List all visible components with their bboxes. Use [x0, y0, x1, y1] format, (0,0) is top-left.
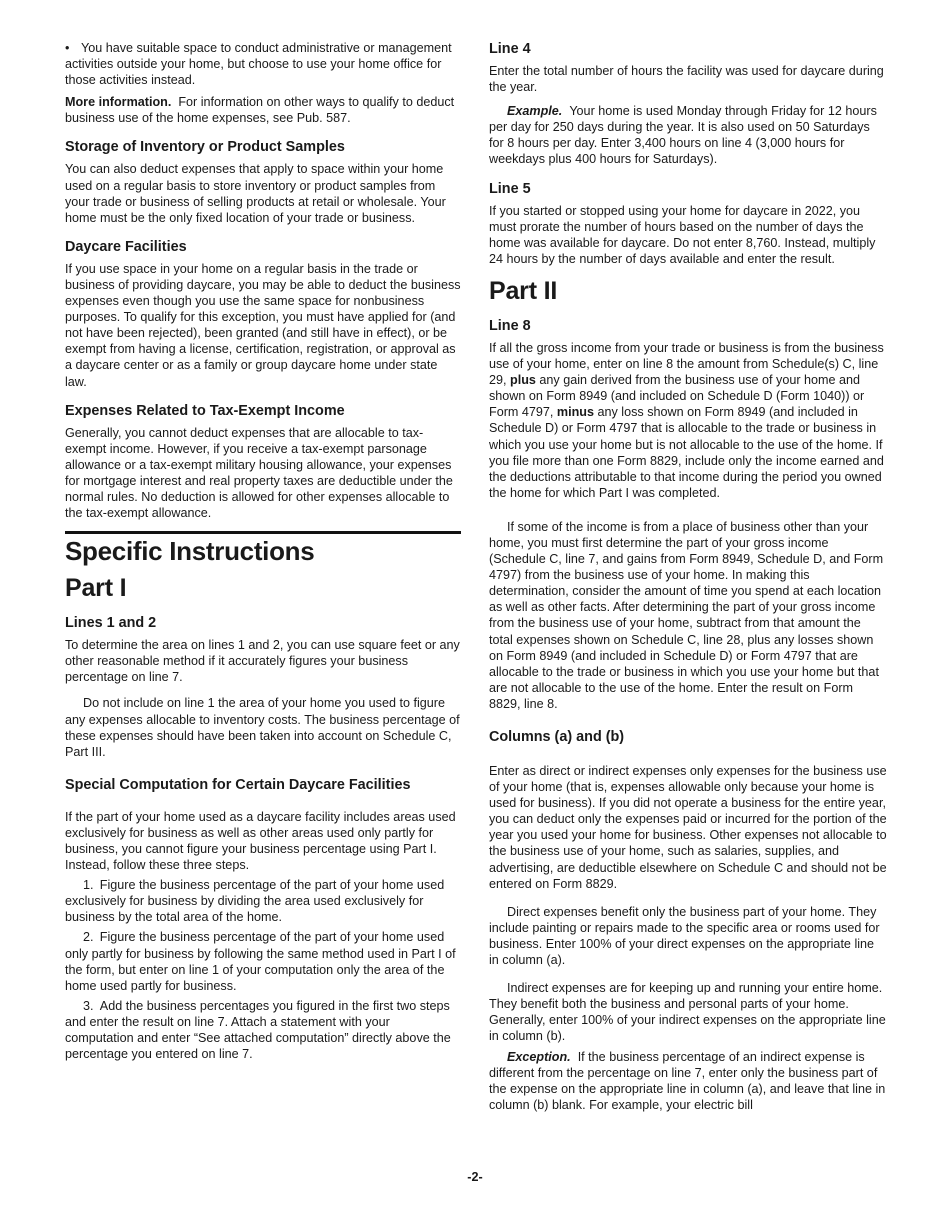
line5-heading: Line 5: [489, 180, 531, 197]
bullet-paragraph: • You have suitable space to conduct administrative or management activities outside your home, but choose to use your home office for those activities instead.: [65, 41, 452, 88]
example-label: Example.: [507, 104, 563, 119]
page-number: -2-: [467, 1170, 483, 1184]
step-1: 1. Figure the business percentage of the part of your home used exclusively for business by dividing the area used exclusively for business by the total area of the home.: [65, 878, 445, 925]
minus-keyword: minus: [556, 405, 594, 420]
taxexempt-text: Generally, you cannot deduct expenses that are allocable to tax-exempt income. However, if you receive a tax-exempt parsonage allowance or a tax-exempt military housing allowance, your expenses for mortgage interest and real property taxes are deductible under the normal rules. No deduction is allowed for other expenses allocable to the tax-exempt allowance.: [65, 425, 453, 521]
taxexempt-heading: Expenses Related to Tax-Exempt Income: [65, 402, 345, 419]
lines12-text-2: Do not include on line 1 the area of your home you used to figure any expenses allocable to inventory costs. The business percentage of these expenses should have been taken into account on Schedule C, Part III.: [65, 696, 460, 759]
part1-title: Part I: [65, 574, 127, 603]
line8-paragraph-1: If all the gross income from your trade or business is from the business use of your home, enter on line 8 the amount from Schedule(s) C, line 29, plus any gain derived from the business use of your home and shown on Form 8949 (and included on Schedule D (Form 1040)) or Form 4797, minus any loss shown on Form 8949 (and included in Schedule D) or Form 4797 that is allocable to the trade or business in which you use your home but is not allocable to the use of the home. If you file more than one Form 8829, include only the income earned and the deductions attributable to that income during the period you owned the home for which Part I was completed.: [489, 340, 884, 500]
specific-instructions-title: Specific Instructions: [65, 536, 315, 567]
exception-label: Exception.: [507, 1049, 571, 1064]
line4-text: Enter the total number of hours the facility was used for daycare during the year.: [489, 64, 884, 95]
part2-title: Part II: [489, 276, 558, 305]
left-column: [65, 40, 461, 1062]
columns-paragraph-1: Enter as direct or indirect expenses only expenses for the business use of your home (that is, expenses allowable only because your home is used for business). If you did not operate a business for the entire year, you can deduct only the expenses paid or incurred for the portion of the year you used your home for business. Other expenses not allocable to the business use of your home, such as salaries, supplies, and advertising, are deductible elsewhere on Schedule C and should not be entered on Form 8829.: [489, 764, 887, 891]
daycare-heading: Daycare Facilities: [65, 238, 187, 255]
exception-paragraph: Exception. If the business percentage of an indirect expense is different from the percentage on line 7, enter only the business part of the expense on the appropriate line in column (a), and leave that line in column (b) blank. For example, your electric bill: [489, 1049, 886, 1112]
line5-text: If you started or stopped using your home for daycare in 2022, you must prorate the number of hours based on the number of days the home was available for daycare. Do not enter 8,760. Instead, multiply 24 hours by the number of days available and enter the result.: [489, 203, 876, 266]
storage-text: You can also deduct expenses that apply to space within your home used on a regular basis to store inventory or product samples from your trade or business of selling products at retail or wholesale. Your home must be the only fixed location of your trade or business.: [65, 162, 446, 225]
step-3: 3. Add the business percentages you figured in the first two steps and enter the result on line 7. Attach a statement with your computation and enter “See attached computation” directly above the percentage you entered on line 7.: [65, 998, 451, 1062]
line8-paragraph-2: If some of the income is from a place of business other than your home, you must first determine the part of your gross income (Schedule C, line 7, and gains from Form 8949, Schedule D, and Form 4797) from the business use of your home. In making this determination, consider the amount of time you spend at each location as well as other facts. After determining the part of your gross income from the business use of your home, subtract from that amount the total expenses shown on Schedule C, line 28, plus any losses shown on Form 8949 (and included in Schedule D) or Form 4797 that are allocable to the trade or business in which you use your home but that are not allocable to the use of the home. Enter the result on Form 8829, line 8.: [489, 519, 884, 711]
storage-heading: Storage of Inventory or Product Samples: [65, 139, 345, 156]
right-column: [489, 40, 887, 1113]
lines12-text-1: To determine the area on lines 1 and 2, you can use square feet or any other reasonable method if it accurately figures your business percentage on line 7.: [65, 638, 460, 685]
lines12-heading: Lines 1 and 2: [65, 615, 157, 632]
line4-heading: Line 4: [489, 41, 531, 57]
daycare-text: If you use space in your home on a regular basis in the trade or business of providing daycare, you may be able to deduct the business expenses even though you use the same space for nonbusiness purposes. To qualify for this exception, you must have applied for (and not have been rejected), been granted (and still have in effect), or be exempt from having a license, certification, registration, or approval as a daycare center or as a family or group daycare home under state law.: [65, 261, 461, 389]
special-computation-text: If the part of your home used as a daycare facility includes areas used exclusively for business as well as other areas used only partly for business, you cannot figure your business percentage using Part I. Instead, follow these three steps.: [65, 809, 456, 873]
line8-heading: Line 8: [489, 317, 531, 334]
more-info-label: More information.: [65, 95, 172, 110]
columns-heading: Columns (a) and (b): [489, 729, 625, 745]
columns-paragraph-2: Direct expenses benefit only the business part of your home. They include painting or repairs made to the specific area or rooms used for business. Enter 100% of your direct expenses on the appropriate line in column (a).: [489, 904, 880, 968]
more-info-paragraph: More information. For information on other ways to qualify to deduct business use of the home expenses, see Pub. 587.: [65, 95, 455, 126]
step-2: 2. Figure the business percentage of the part of your home used only partly for business by following the same method used in Part I of the form, but enter on line 1 of your computation only the area of the home used partly for business.: [65, 930, 456, 993]
columns-paragraph-3: Indirect expenses are for keeping up and running your entire home. They benefit both the business and personal parts of your home. Generally, enter 100% of your indirect expenses on the appropriate line in column (b).: [489, 981, 886, 1044]
bullet-icon: •: [65, 41, 70, 55]
special-computation-heading: Special Computation for Certain Daycare Facilities: [65, 776, 411, 793]
line4-example: Example. Your home is used Monday through Friday for 12 hours per day for 250 days during the year. It is also used on 50 Saturdays for 8 hours per day. Enter 3,400 hours on line 4 (3,000 hours for weekdays plus 400 hours for Saturdays).: [489, 104, 877, 167]
plus-keyword: plus: [510, 373, 536, 388]
